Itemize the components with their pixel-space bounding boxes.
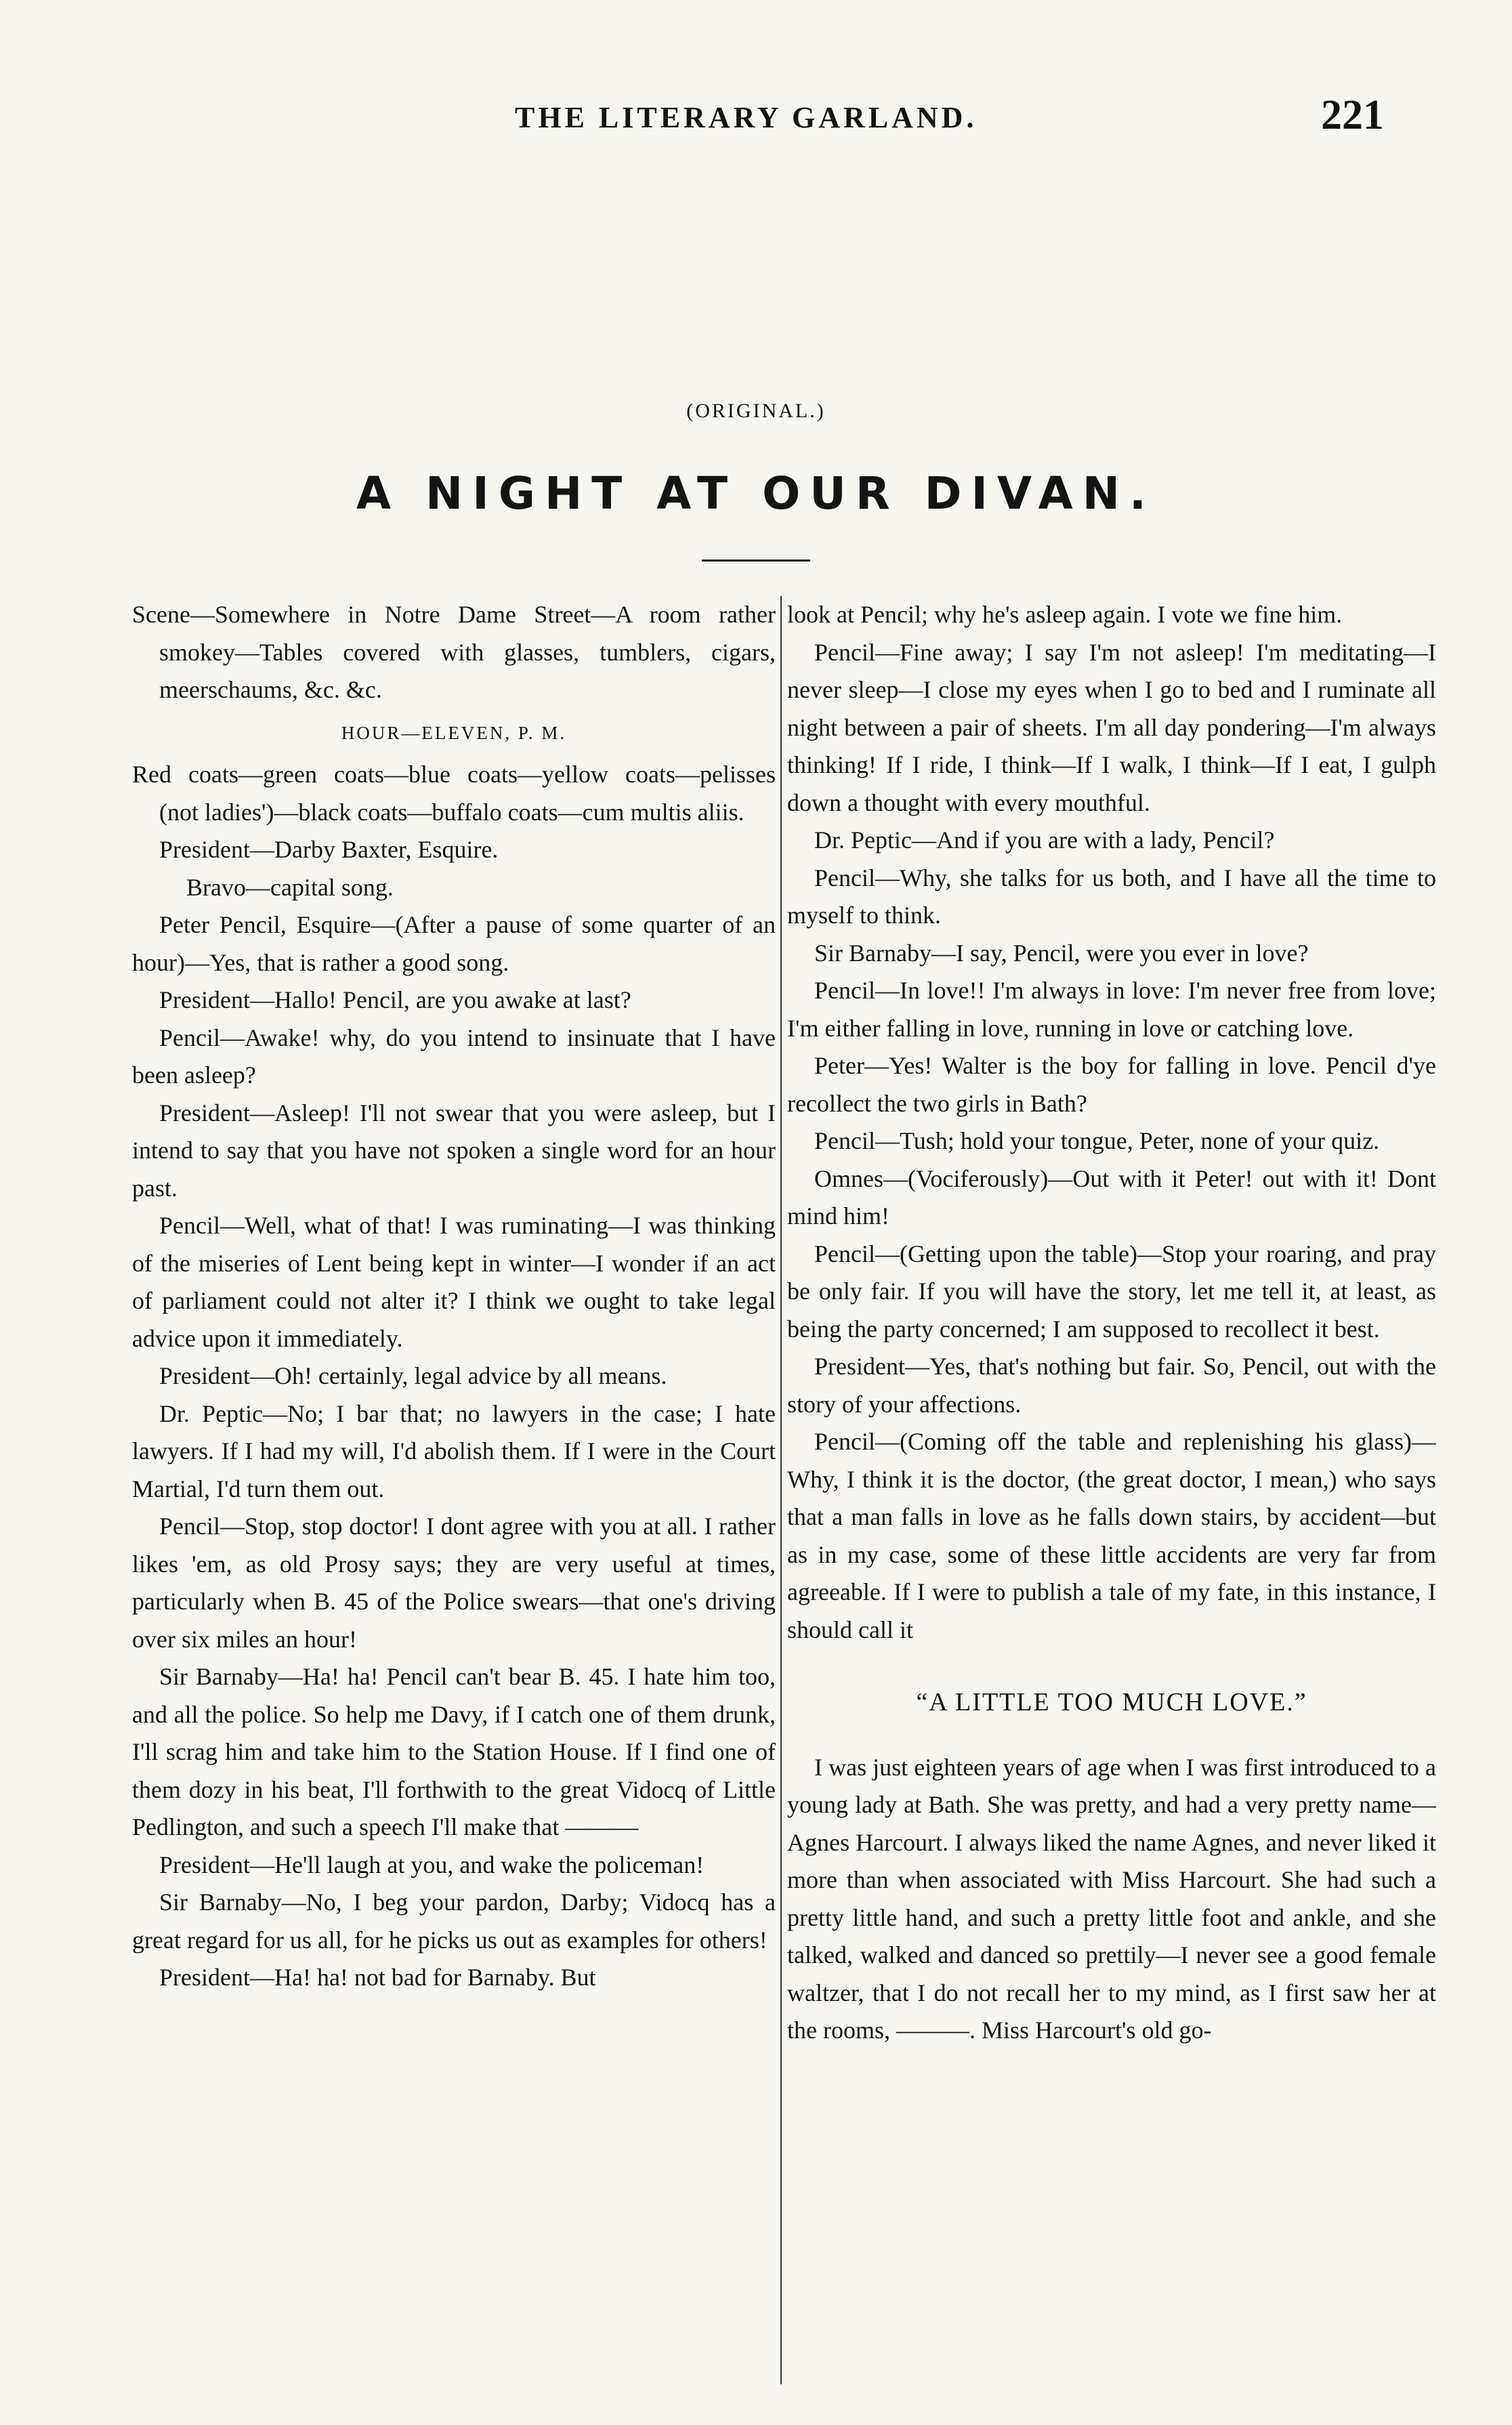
paragraph: I was just eighteen years of age when I was first introduced to a young lady at Bath. She was pretty, and had a very pretty name—Agnes Harcourt. I always liked the name Agnes, and never liked it more than when associated with Miss Harcourt. She had such a pretty little hand, and such a pretty little foot and ankle, and she talked, walked and danced so prettily—I never see a good female waltzer, that I do not recall her to my mind, as I first saw her at the rooms, ———. Miss Harcourt's old go- xyxy=(787,1753,1436,2044)
paragraph: President—He'll laugh at you, and wake the policeman! xyxy=(159,1851,705,1878)
story-title: “A LITTLE TOO MUCH LOVE.” xyxy=(916,1688,1307,1716)
paragraph: Pencil—In love!! I'm always in love: I'm never free from love; I'm either falling in love, running in love or catching love. xyxy=(787,977,1436,1042)
paragraph: HOUR—ELEVEN, P. M. xyxy=(341,722,567,743)
paragraph: Pencil—Well, what of that! I was ruminating—I was thinking of the miseries of Lent being kept in winter—I wonder if an act of parliament could not alter it? I think we ought to take legal advice upon it immediately. xyxy=(132,1212,776,1352)
paragraph: Dr. Peptic—And if you are with a lady, Pencil? xyxy=(814,826,1275,853)
paragraph: Pencil—Stop, stop doctor! I dont agree with you at all. I rather likes 'em, as old Prosy says; they are very useful at times, particularly when B. 45 of the Police swears—that one's driving over six miles an hour! xyxy=(132,1513,776,1653)
right-column xyxy=(787,596,1436,2411)
paragraph: Scene—Somewhere in Notre Dame Street—A room rather smokey—Tables covered with glasses, tumblers, cigars, meerschaums, &c. &c. xyxy=(132,601,776,703)
paragraph: President—Darby Baxter, Esquire. xyxy=(159,836,499,863)
paragraph: Peter—Yes! Walter is the boy for falling in love. Pencil d'ye recollect the two girls in Bath? xyxy=(787,1052,1436,1117)
title-rule xyxy=(702,560,810,562)
paragraph: Sir Barnaby—Ha! ha! Pencil can't bear B. 45. I hate him too, and all the police. So help me Davy, if I catch one of them drunk, I'll scrag him and take him to the Station House. If I find one of them dozy in his beat, I'll forthwith to the great Vidocq of Little Pedlington, and such a speech I'll make that ——— xyxy=(132,1663,776,1840)
paragraph: Pencil—(Coming off the table and replenishing his glass)—Why, I think it is the doctor, (the great doctor, I mean,) who says that a man falls in love as he falls down stairs, by accident—but as in my case, some of these little accidents are very far from agreeable. If I were to publish a tale of my fate, in this instance, I should call it xyxy=(787,1428,1436,1643)
original-label: (ORIGINAL.) xyxy=(686,400,826,422)
paragraph: President—Ha! ha! not bad for Barnaby. But xyxy=(159,1964,596,1991)
page-number: 221 xyxy=(1321,92,1384,138)
paragraph: President—Oh! certainly, legal advice by all means. xyxy=(159,1362,667,1389)
paragraph: Omnes—(Vociferously)—Out with it Peter! out with it! Dont mind him! xyxy=(787,1164,1436,1229)
paragraph: Pencil—Tush; hold your tongue, Peter, none of your quiz. xyxy=(814,1127,1380,1154)
paragraph: President—Asleep! I'll not swear that you were asleep, but I intend to say that you have not spoken a single word for an hour past. xyxy=(132,1099,776,1202)
paragraph: Pencil—Awake! why, do you intend to insinuate that I have been asleep? xyxy=(132,1024,776,1089)
paragraph: Sir Barnaby—No, I beg your pardon, Darby; Vidocq has a great regard for us all, for he picks us out as examples for others! xyxy=(132,1889,776,1954)
paragraph: Pencil—(Getting upon the table)—Stop your roaring, and pray be only fair. If you will have the story, let me tell it, at least, as being the party concerned; I am supposed to recollect it best. xyxy=(787,1240,1436,1343)
paragraph: Sir Barnaby—I say, Pencil, were you ever in love? xyxy=(814,939,1309,967)
running-head: THE LITERARY GARLAND. xyxy=(515,101,978,134)
paragraph: Pencil—Why, she talks for us both, and I have all the time to myself to think. xyxy=(787,864,1436,929)
paragraph: Pencil—Fine away; I say I'm not asleep! I'm meditating—I never sleep—I close my eyes when I go to bed and I ruminate all night between a pair of sheets. I'm all day pondering—I'm always thinking! If I ride, I think—If I walk, I think—If I eat, I gulph down a thought with every mouthful. xyxy=(787,638,1436,816)
article-title: A NIGHT AT OUR DIVAN. xyxy=(356,467,1156,520)
paragraph: President—Hallo! Pencil, are you awake at last? xyxy=(159,986,631,1013)
column-divider xyxy=(780,596,782,2384)
paragraph: Peter Pencil, Esquire—(After a pause of some quarter of an hour)—Yes, that is rather a good song. xyxy=(132,911,776,976)
paragraph: look at Pencil; why he's asleep again. I vote we fine him. xyxy=(787,601,1343,628)
left-column xyxy=(132,596,776,2411)
paragraph: President—Yes, that's nothing but fair. So, Pencil, out with the story of your affections. xyxy=(787,1353,1436,1418)
paragraph: Dr. Peptic—No; I bar that; no lawyers in the case; I hate lawyers. If I had my will, I'd abolish them. If I were in the Court Martial, I'd turn them out. xyxy=(132,1399,776,1502)
paragraph: Bravo—capital song. xyxy=(186,873,394,901)
paragraph: Red coats—green coats—blue coats—yellow coats—pelisses (not ladies')—black coats—buffalo coats—cum multis aliis. xyxy=(132,761,776,826)
